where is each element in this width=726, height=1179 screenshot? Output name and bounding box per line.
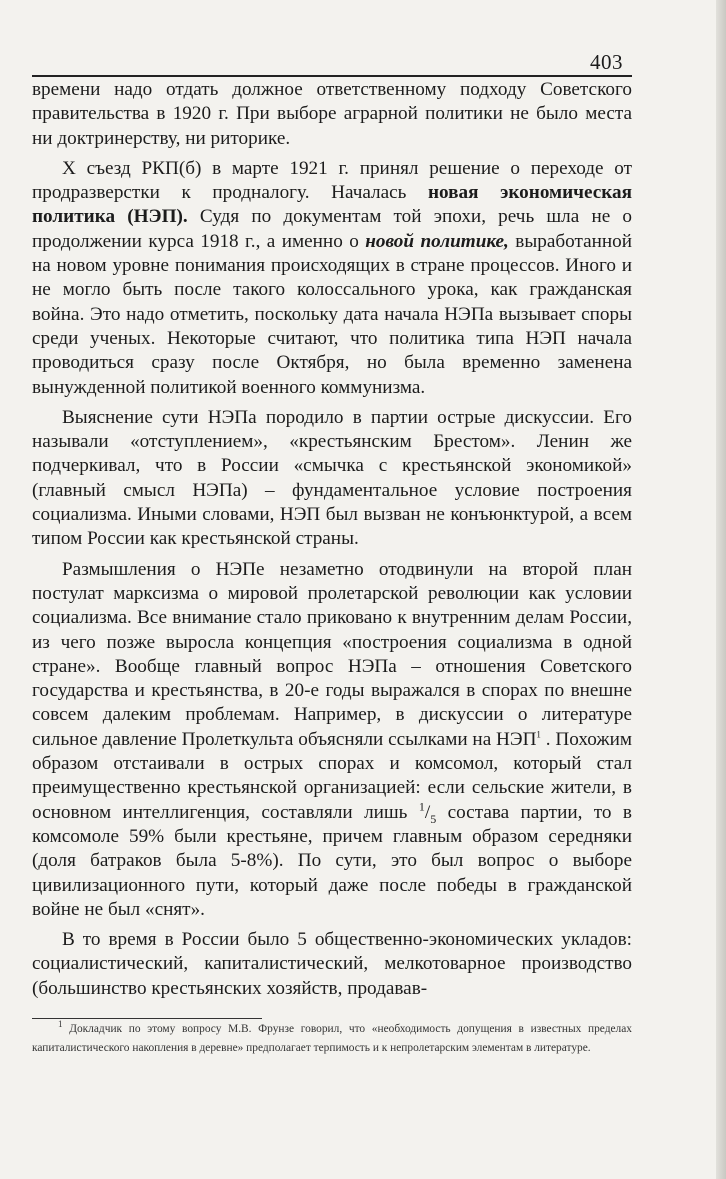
footnote-mark: 1: [58, 1019, 63, 1030]
paragraph-2-text-c: выработанной на новом уровне понимания происходящих в стране процессов. Иного и не могло быть после такого колоссального урока, как гражданская война. Это надо отметить, поскольку дата начала НЭПа вызывает споры среди ученых. Некоторые считают, что политика типа НЭП начала проводиться сразу после Октября, но была временно заменена вынужденной политикой военного коммунизма.: [32, 230, 632, 398]
fraction-one-fifth: $^1/_5$: [418, 799, 437, 826]
paragraph-3: Выяснение сути НЭПа породило в партии острые дискуссии. Его называли «отступлением», «крестьянским Брестом». Ленин же подчеркивал, что в России «смычка с крестьянской экономикой» (главный смысл НЭПа) – фундаментальное условие построения социализма. Иными словами, НЭП был вызван не конъюнктурой, а всем типом России как крестьянской страны.: [32, 406, 632, 550]
footnote-reference[interactable]: 1: [536, 729, 541, 740]
page-edge-shadow: [716, 0, 726, 1179]
header-rule: [32, 75, 632, 77]
footnote-text: Докладчик по этому вопросу М.В. Фрунзе говорил, что «необходимость допущения в известных пределах капиталистического накопления в деревне» предполагает терпимость и к непролетарским элементам в литературе.: [32, 1023, 632, 1054]
paragraph-4-text-c: состава партии, то в комсомоле 59% были крестьяне, причем главным образом середняки (доля батраков была 5-8%). По сути, это был вопрос о выборе цивилизационного пути, который даже после победы в гражданской войне не был «снят».: [32, 801, 632, 920]
page-number: 403: [590, 50, 623, 74]
paragraph-5: В то время в России было 5 общественно-экономических укладов: социалистический, капиталистический, мелкотоварное производство (большинство крестьянских хозяйств, продавав-: [32, 929, 632, 999]
new-policy-term: новой политике,: [365, 230, 509, 252]
paragraph-2-text-b: Судя по документам той эпохи, речь шла не о продолжении курса 1918 г., а именно о: [32, 206, 633, 252]
paragraph-1: времени надо отдать должное ответственному подходу Советского правительства в 1920 г. При выборе аграрной политики не было места ни доктринерству, ни риторике.: [32, 79, 632, 149]
paragraph-2: [32, 157, 632, 400]
nep-term-bold: новая экономическая политика (НЭП).: [32, 182, 632, 228]
paragraph-2-text-a: X съезд РКП(б) в марте 1921 г. принял решение о переходе от продразверстки к продналогу. Началась: [32, 157, 632, 204]
paragraph-4: [32, 558, 632, 922]
footnote-rule: [32, 1018, 262, 1019]
footnote: [32, 1020, 632, 1057]
paragraph-4-text-a: Размышления о НЭПе незаметно отодвинули на второй план постулат марксизма о мировой пролетарской революции как условии социализма. Все внимание стало приковано к внутренним делам России, из чего позже выросла концепция «построения социализма в одной стране». Вообще главный вопрос НЭПа – отношения Советского государства и крестьянства, в 20-е годы выражался в спорах по внешне совсем далеким проблемам. Например, в дискуссии о литературе сильное давление Пролеткульта объясняли ссылками на НЭП: [32, 558, 632, 750]
body-text: [32, 78, 632, 1001]
paragraph-4-text-b: . Похожим образом отстаивали в острых спорах и комсомол, который стал преимущественно крестьянской организацией: если сельские жители, в основном интеллигенция, составляли лишь: [32, 728, 632, 823]
